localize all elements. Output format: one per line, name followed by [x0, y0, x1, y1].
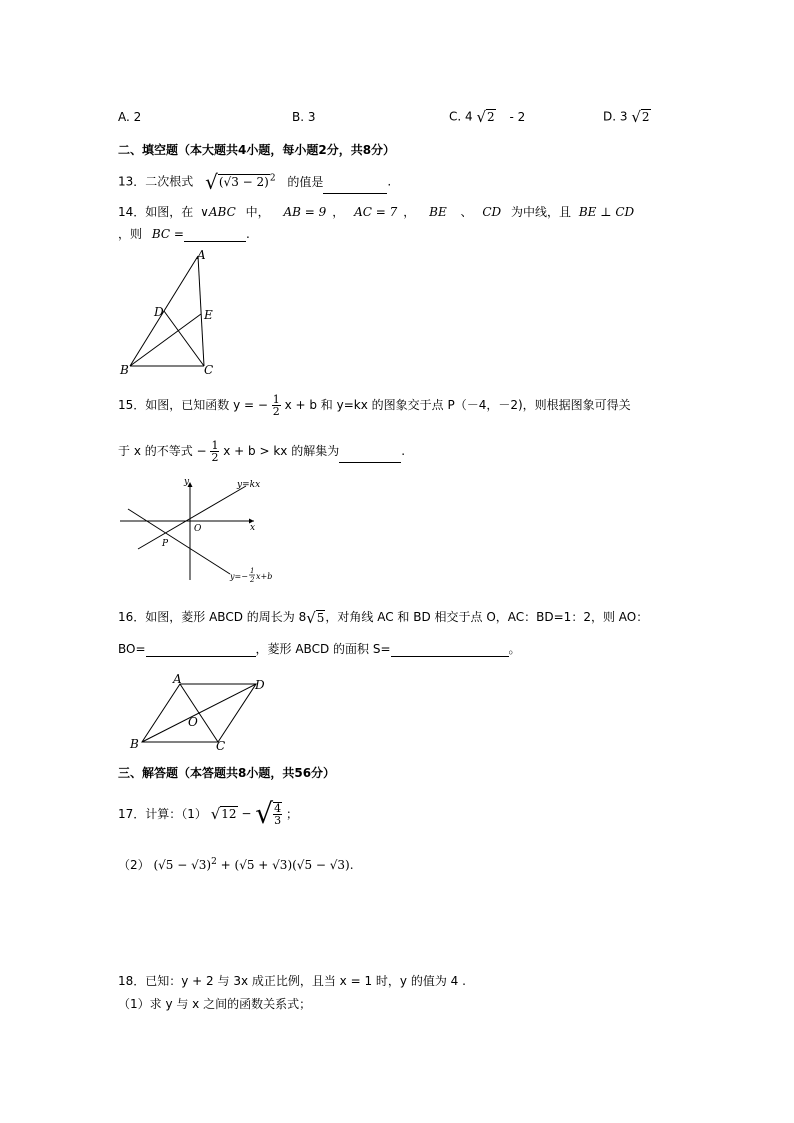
question-17-part1 [118, 797, 298, 830]
fig14-median-cd [164, 311, 204, 366]
q14-ab: AB = 9 [283, 205, 327, 219]
fig16-diagonal-bd [142, 684, 256, 742]
q13-answer-blank[interactable] [323, 193, 387, 194]
q14-ac: AC = 7 [354, 205, 398, 219]
q16-blank-ratio[interactable] [146, 656, 256, 657]
fig15-line-kx [138, 486, 246, 549]
fig16-label-b: B [130, 737, 139, 751]
q17-p2-expr1: (√5 − √3) [153, 858, 212, 872]
figure-16-rhombus [128, 672, 274, 756]
q14-mid2: 为中线，且 [511, 205, 572, 219]
figure-14-triangle [116, 248, 226, 378]
question-18-line2: （1）求 y 与 x 之间的函数关系式； [118, 997, 312, 1011]
option-d-radical: √2 [631, 108, 650, 126]
section-2-title: 二、填空题（本大题共4小题，每小题2分，共8分） [118, 143, 396, 157]
option-c-prefix: C. 4 [449, 109, 473, 124]
q14-be: BE [429, 205, 447, 219]
fig15-label-line2-num: 1 [250, 567, 255, 575]
q13-radical: $√(√3 - 2)^2$ [205, 170, 276, 194]
option-c [449, 108, 525, 126]
question-13: 13．二次根式 $√(√3 - 2)^2$ 的值是 . [118, 170, 392, 194]
q16-line1-suffix: ，对角线 AC 和 BD 相交于点 O，AC：BD=1：2，则 AO： [325, 610, 649, 624]
fig14-label-c: C [204, 363, 214, 377]
question-15-line1 [118, 394, 631, 417]
q17-p2-label: （2） [118, 858, 150, 872]
question-16-line2 [118, 640, 521, 657]
fig16-label-a: A [173, 672, 182, 686]
q17-end: ； [285, 807, 298, 821]
q16-radical: √5 [306, 608, 325, 627]
question-16-line1 [118, 608, 648, 627]
option-a: A. 2 [118, 110, 142, 124]
fig16-label-d: D [255, 678, 265, 692]
option-d [603, 108, 651, 126]
q14-bc: BC = [151, 227, 184, 241]
fig14-label-d: D [154, 305, 164, 319]
q15-line2-prefix: 于 x 的不等式 − [118, 444, 207, 458]
q17-p2-end: . [349, 858, 354, 872]
q14-line2-prefix: ，则 [118, 227, 143, 241]
fig15-label-p: P [162, 539, 169, 549]
q16-line1-prefix: 16．如图，菱形 ABCD 的周长为 8 [118, 610, 307, 624]
fig15-label-line2-suffix: x+b [256, 572, 273, 581]
q15-line1-mid: x + b 和 y=kx 的图象交于点 P（－4，－2)，则根据图象可得关 [284, 398, 631, 412]
fig15-label-line2-den: 2 [250, 576, 255, 584]
q17-p2-expr2: + (√5 + √3)(√5 − √3) [220, 858, 350, 872]
fig16-label-c: C [216, 739, 226, 753]
option-b: B. 3 [292, 110, 316, 124]
fig15-line-b [128, 509, 230, 574]
q17-prefix: 17．计算：（1） [118, 807, 207, 821]
question-14-line1: 14．如图，在 ∨ABC 中， AB = 9 ， AC = 7 ， BE 、 CD 为中线，且 BE ⊥ CD [118, 205, 635, 219]
q13-suffix: 的值是 [287, 174, 324, 189]
fig15-label-kx: y=kx [237, 480, 261, 490]
fig14-label-a: A [197, 248, 206, 262]
q16-blank-area[interactable] [391, 656, 509, 657]
q14-mid1: 中， [245, 205, 270, 219]
q14-cd: CD [482, 205, 502, 219]
fig15-label-x: x [250, 523, 256, 533]
q17-radical-frac: √ $\frac{4}{3}$ [255, 797, 282, 830]
fig15-label-o: O [194, 524, 202, 534]
q14-perp: BE ⊥ CD [578, 205, 635, 219]
section-3-title: 三、解答题（本答题共8小题，共56分） [118, 766, 336, 780]
question-14-line2: ，则 BC = . [118, 227, 250, 241]
q17-radical-12: √12 [210, 804, 237, 823]
question-17-part2 [118, 856, 354, 873]
q15-fraction-2: $\frac{1}{2}$ [211, 439, 219, 464]
q14-answer-blank[interactable] [184, 241, 246, 242]
q16-line2-end: 。 [508, 642, 521, 656]
figure-15-graph [118, 476, 286, 588]
fig14-label-b: B [120, 363, 129, 377]
question-18-line1: 18．已知：y + 2 与 3x 成正比例，且当 x = 1 时，y 的值为 4 . [118, 974, 466, 988]
q16-line2-mid: ，菱形 ABCD 的面积 S= [255, 642, 391, 656]
q14-triangle: ∨ABC [200, 205, 236, 219]
q17-p2-exp: 2 [211, 857, 217, 867]
q13-prefix: 13．二次根式 [118, 174, 194, 189]
fig14-median-be [130, 314, 201, 366]
option-d-prefix: D. 3 [603, 109, 628, 124]
fig16-label-o: O [188, 715, 198, 729]
fig14-label-e: E [204, 308, 213, 322]
question-15-line2: 于 x 的不等式 − $\frac{1}{2}$ x + b > kx 的解集为 . [118, 439, 406, 464]
q15-line1-prefix: 15．如图，已知函数 y = − [118, 398, 268, 412]
q14-prefix: 14．如图，在 [118, 205, 194, 219]
q15-line2-mid: x + b > kx 的解集为 [223, 444, 340, 458]
option-c-radical: √2 [476, 108, 495, 126]
q15-fraction-1: $\frac{1}{2}$ [272, 393, 280, 418]
fig15-label-y: y [184, 477, 190, 487]
q17-minus: − [241, 806, 252, 821]
option-c-suffix: - 2 [509, 109, 526, 124]
q15-answer-blank[interactable] [339, 462, 401, 463]
q16-line2-prefix: BO= [118, 642, 146, 656]
fig15-label-line2-prefix: y=− [230, 572, 248, 581]
q14-sep: 、 [460, 205, 473, 219]
